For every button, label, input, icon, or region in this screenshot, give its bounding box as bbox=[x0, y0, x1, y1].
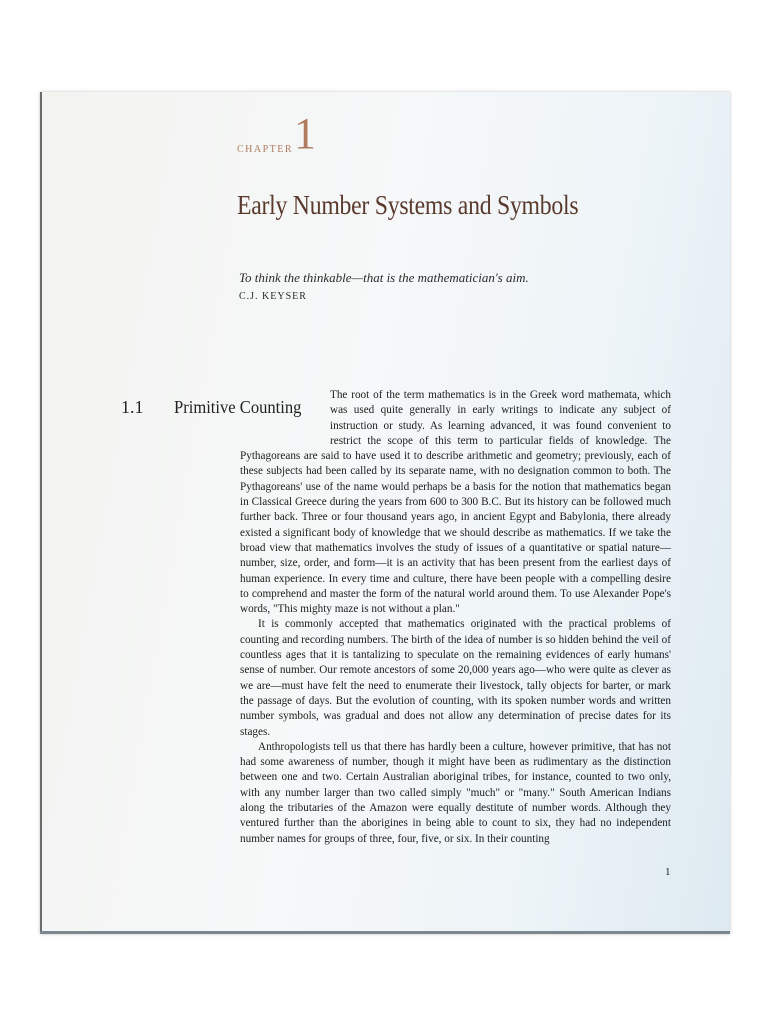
paragraph-2: It is commonly accepted that mathematics originated with the practical problems of counting and recording numbers. The birth of the idea of number is so hidden behind the veil of countless ages that it is tantalizing to speculate on the remaining evidences of early humans' sense of number. Our remote ancestors of some 20,000 years ago—who were quite as clever as we are—must have felt the need to enumerate their livestock, tally objects for barter, or mark the passage of days. But the evolution of counting, with its spoken number words and written number symbols, was gradual and does not allow any determination of precise dates for its stages. bbox=[240, 618, 671, 738]
body-text bbox=[240, 388, 671, 847]
paragraph-1: The root of the term mathematics is in the Greek word mathemata, which was used quite generally in early writings to indicate any subject of instruction or study. As learning advanced, it was found convenient to restrict the scope of this term to particular fields of knowledge. The Pythagoreans are said to have used it to describe arithmetic and geometry; previously, each of these subjects had been called by its separate name, with no designation common to both. The Pythagoreans' use of the name would perhaps be a basis for the notion that mathematics began in Classical Greece during the years from 600 to 300 B.C. But its history can be followed much further back. Three or four thousand years ago, in ancient Egypt and Babylonia, there already existed a significant body of knowledge that we should describe as mathematics. If we take the broad view that mathematics involves the study of issues of a quantitative or spatial nature—number, size, order, and form—it is an activity that has been present from the earliest days of human experience. In every time and culture, there have been people with a compelling desire to comprehend and master the form of the natural world around them. To use Alexander Pope's words, "This mighty maze is not without a plan." bbox=[240, 389, 671, 616]
page-number: 1 bbox=[665, 866, 671, 878]
chapter-label: CHAPTER bbox=[237, 144, 294, 155]
page-left-edge bbox=[40, 92, 42, 934]
heading-spacer bbox=[240, 388, 330, 449]
page-bottom-edge bbox=[40, 931, 730, 934]
epigraph-quote: To think the thinkable—that is the mathematician's aim. bbox=[239, 270, 529, 285]
epigraph-author: C.J. KEYSER bbox=[239, 291, 307, 302]
paragraph-3: Anthropologists tell us that there has hardly been a culture, however primitive, that has not had some awareness of number, though it might have been as rudimentary as the distinction between one and two. Certain Australian aboriginal tribes, for instance, counted to two only, with any number larger than two called simply "much" or "many." South American Indians along the tributaries of the Amazon were equally destitute of number words. Although they ventured further than the aborigines in being able to count to six, they had no independent number names for groups of three, four, five, or six. In their counting bbox=[240, 740, 671, 845]
chapter-title: Early Number Systems and Symbols bbox=[237, 190, 579, 220]
section-number: 1.1 bbox=[121, 397, 144, 417]
chapter-number: 1 bbox=[294, 109, 316, 158]
section-title: Primitive Counting bbox=[174, 397, 302, 417]
